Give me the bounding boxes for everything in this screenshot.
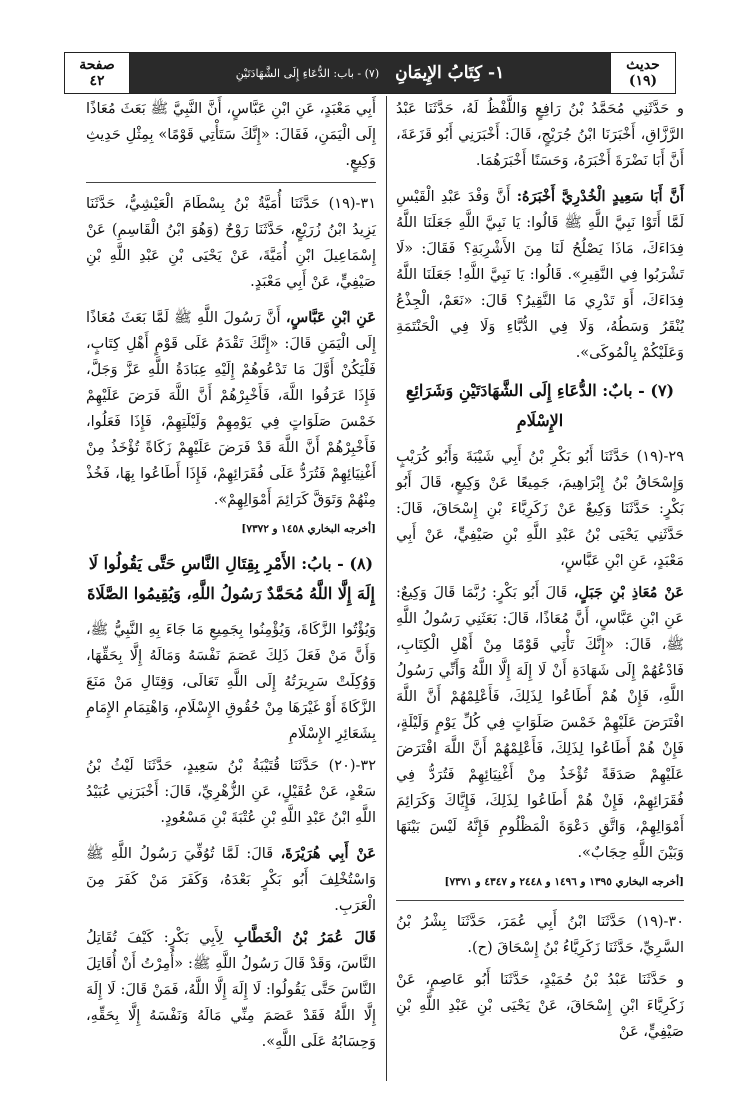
hadith-text: قَالَ: لَمَّا تُوُفِّيَ رَسُولُ اللَّهِ ﷺ وَاسْتُخْلِفَ أَبُو بَكْرٍ بَعْدَهُ، وَكَفَرَ مَنْ كَفَرَ مِنَ الْعَرَبِ.	[86, 846, 376, 914]
left-column	[86, 96, 376, 1081]
hadith-paragraph	[396, 184, 684, 366]
column-divider	[386, 96, 387, 1081]
divider	[86, 182, 376, 183]
narrator-lead: عَنْ مُعَاذِ بْنِ جَبَلٍ،	[573, 584, 685, 601]
narrator-lead: عَنِ ابْنِ عَبَّاسٍ،	[285, 309, 376, 326]
hadith-paragraph: أَبِي مَعْبَدٍ، عَنِ ابْنِ عَبَّاسٍ، أَنَّ النَّبِيَّ ﷺ بَعَثَ مُعَاذًا إِلَى الْيَمَنِ، فَقَالَ: «إِنَّكَ سَتَأْتِي قَوْمًا» بِمِثْلِ حَدِيثِ وَكِيعٍ.	[86, 101, 376, 169]
hadith-text: لِأَبِي بَكْرٍ: كَيْفَ تُقَاتِلُ النَّاسَ، وَقَدْ قَالَ رَسُولُ اللَّهِ ﷺ: «أُمِرْتُ أَنْ أُقَاتِلَ النَّاسَ حَتَّى يَقُولُوا: لَا إِلَهَ إِلَّا اللَّهُ، فَمَنْ قَالَ: لَا إِلَهَ إِلَّا اللَّهُ فَقَدْ عَصَمَ مِنِّي مَالَهُ وَنَفْسَهُ إِلَّا بِحَقِّهِ، وَحِسَابُهُ عَلَى اللَّهِ».	[86, 930, 376, 1050]
hadith-label: حديث	[626, 57, 660, 73]
reference-note: [أخرجه البخاري ١٣٩٥ و ١٤٩٦ و ٢٤٤٨ و ٤٣٤٧ و ٧٣٧١]	[444, 876, 684, 888]
narrator-lead: أَنَّ أَبَا سَعِيدٍ الْخُدْرِيَّ أَخْبَرَهُ:	[516, 188, 684, 205]
hadith-number: (١٩)	[628, 73, 658, 89]
page-number: ٤٢	[89, 73, 105, 89]
right-column	[396, 96, 684, 1081]
hadith-text: أَنَّ وَفْدَ عَبْدِ الْقَيْسِ لَمَّا أَتَوْا نَبِيَّ اللَّهِ ﷺ قَالُوا: يَا نَبِيَّ اللَّهِ جَعَلَنَا اللَّهُ فِدَاءَكَ، مَاذَا يَصْلُحُ لَنَا مِنَ الأَشْرِبَةِ؟ فَقَالَ: «لَا تَشْرَبُوا فِي النَّقِيرِ». قَالُوا: يَا نَبِيَّ اللَّهِ! جَعَلَنَا اللَّهُ فِدَاءَكَ، أَوَ تَدْرِي مَا النَّقِيرُ؟ قَالَ: «نَعَمْ، الْجِذْعُ يُنْقَرُ وَسَطُهُ، وَلَا فِي الدُّبَّاءِ وَلَا فِي الْحَنْتَمَةِ وَعَلَيْكُمْ بِالْمُوكَى».	[396, 189, 684, 361]
hadith-text: قَالَ أَبُو بَكْرٍ: رُبَّمَا قَالَ وَكِيعٌ: عَنِ ابْنِ عَبَّاسٍ، أَنَّ مُعَاذًا، قَالَ: بَعَثَنِي رَسُولُ اللَّهِ ﷺ، قَالَ: «إِنَّكَ تَأْتِي قَوْمًا مِنْ أَهْلِ الْكِتَابِ، فَادْعُهُمْ إِلَى شَهَادَةِ أَنْ لَا إِلَهَ إِلَّا اللَّهُ وَأَنِّي رَسُولُ اللَّهِ، فَإِنْ هُمْ أَطَاعُوا لِذَلِكَ، فَأَعْلِمْهُمْ أَنَّ اللَّهَ افْتَرَضَ عَلَيْهِمْ خَمْسَ صَلَوَاتٍ فِي كُلِّ يَوْمٍ وَلَيْلَةٍ، فَإِنْ هُمْ أَطَاعُوا لِذَلِكَ، فَأَعْلِمْهُمْ أَنَّ اللَّهَ افْتَرَضَ عَلَيْهِمْ صَدَقَةً تُؤْخَذُ مِنْ أَغْنِيَائِهِمْ فَتُرَدُّ فِي فُقَرَائِهِمْ، فَإِنْ هُمْ أَطَاعُوا لِذَلِكَ، فَإِيَّاكَ وَكَرَائِمَ أَمْوَالِهِمْ، وَاتَّقِ دَعْوَةَ الْمَظْلُومِ فَإِنَّهُ لَيْسَ بَيْنَهَا وَبَيْنَ اللَّهِ حِجَابٌ».	[396, 585, 684, 861]
reference-note: [أخرجه البخاري ١٤٥٨ و ٧٣٧٢]	[241, 523, 376, 535]
hadith-paragraph: ٣٠-(١٩) حَدَّثَنَا ابْنُ أَبِي عُمَرَ، حَدَّثَنَا بِشْرُ بْنُ السَّرِيِّ، حَدَّثَنَا زَكَرِيَّاءُ بْنُ إِسْحَاقَ (ح).	[396, 914, 684, 956]
page-header	[64, 52, 676, 94]
divider	[396, 900, 684, 901]
narrator-lead: قَالَ عُمَرُ بْنُ الْخَطَّابِ	[233, 929, 376, 946]
chapter-heading: (٨) - بابُ: الأَمْرِ بِقِتَالِ النَّاسِ حَتَّى يَقُولُوا لَا إِلَهَ إِلَّا اللَّهُ مُحَمَّدٌ رَسُولُ اللَّهِ، وَيُقِيمُوا الصَّلَاةَ	[87, 554, 375, 603]
hadith-paragraph	[396, 580, 684, 866]
hadith-paragraph: و حَدَّثَنَا عَبْدُ بْنُ حُمَيْدٍ، حَدَّثَنَا أَبُو عَاصِمٍ، عَنْ زَكَرِيَّاءَ ابْنِ إِسْحَاقَ، عَنْ يَحْيَى بْنِ عَبْدِ اللَّهِ بْنِ صَيْفِيٍّ، عَنْ	[396, 972, 684, 1040]
chapter-title: (٧) - باب: الدُّعَاءِ إِلَى الشَّهَادَتَيْنِ	[235, 66, 380, 80]
hadith-paragraph	[86, 841, 376, 919]
hadith-paragraph: ٢٩-(١٩) حَدَّثَنَا أَبُو بَكْرِ بْنُ أَبِي شَيْبَةَ وَأَبُو كُرَيْبٍ وَإِسْحَاقُ بْنُ إِبْرَاهِيمَ، جَمِيعًا عَنْ وَكِيعٍ، قَالَ أَبُو بَكْرٍ: حَدَّثَنَا وَكِيعٌ عَنْ زَكَرِيَّاءَ بْنِ إِسْحَاقَ، قَالَ: حَدَّثَنِي يَحْيَى بْنُ عَبْدِ اللَّهِ بْنِ صَيْفِيٍّ، عَنْ أَبِي مَعْبَدٍ، عَنِ ابْنِ عَبَّاسٍ،	[396, 449, 684, 569]
hadith-paragraph: و حَدَّثَنِي مُحَمَّدُ بْنُ رَافِعٍ وَاللَّفْظُ لَهُ، حَدَّثَنَا عَبْدُ الرَّزَّاقِ، أَخْبَرَنَا ابْنُ جُرَيْجٍ، قَالَ: أَخْبَرَنِي أَبُو قَزَعَةَ، أَنَّ أَبَا نَضْرَةَ أَخْبَرَهُ، وَحَسَنًا أَخْبَرَهُمَا.	[396, 101, 684, 169]
hadith-paragraph: ٣١-(١٩) حَدَّثَنَا أُمَيَّةُ بْنُ بِسْطَامَ الْعَيْشِيُّ، حَدَّثَنَا يَزِيدُ ابْنُ زُرَيْعٍ، حَدَّثَنَا رَوْحٌ (وَهُوَ ابْنُ الْقَاسِمِ) عَنْ إِسْمَاعِيلَ ابْنِ أُمَيَّةَ، عَنْ يَحْيَى بْنِ عَبْدِ اللَّهِ بْنِ صَيْفِيٍّ، عَنْ أَبِي مَعْبَدٍ.	[86, 196, 376, 290]
hadith-paragraph	[86, 305, 376, 513]
hadith-text: أَنَّ رَسُولَ اللَّهِ ﷺ لَمَّا بَعَثَ مُعَاذًا إِلَى الْيَمَنِ قَالَ: «إِنَّكَ تَقْدَمُ عَلَى قَوْمٍ أَهْلِ كِتَابٍ، فَلْيَكُنْ أَوَّلَ مَا تَدْعُوهُمْ إِلَيْهِ عِبَادَةُ اللَّهِ عَزَّ وَجَلَّ، فَإِذَا عَرَفُوا اللَّهَ، فَأَخْبِرْهُمْ أَنَّ اللَّهَ فَرَضَ عَلَيْهِمْ خَمْسَ صَلَوَاتٍ فِي يَوْمِهِمْ وَلَيْلَتِهِمْ، فَإِذَا فَعَلُوا، فَأَخْبِرْهُمْ أَنَّ اللَّهَ قَدْ فَرَضَ عَلَيْهِمْ زَكَاةً تُؤْخَذُ مِنْ أَغْنِيَائِهِمْ فَتُرَدُّ عَلَى فُقَرَائِهِمْ، فَإِذَا أَطَاعُوا بِهَا، فَخُذْ مِنْهُمْ وَتَوَقَّ كَرَائِمَ أَمْوَالِهِمْ».	[86, 310, 376, 508]
hadith-number-box	[611, 53, 675, 93]
header-title-bar	[129, 53, 611, 93]
book-title: ١- كِتَابُ الإِيمَانِ	[395, 63, 505, 83]
page-number-box	[65, 53, 129, 93]
narrator-lead: عَنْ أَبِي هُرَيْرَةَ،	[280, 845, 377, 862]
chapter-description: وَيُؤْتُوا الزَّكَاةَ، وَيُؤْمِنُوا بِجَمِيعِ مَا جَاءَ بِهِ النَّبِيُّ ﷺ، وَأَنَّ مَنْ فَعَلَ ذَلِكَ عَصَمَ نَفْسَهُ وَمَالَهُ إِلَّا بِحَقِّهَا، وَوُكِلَتْ سَرِيرَتُهُ إِلَى اللَّهِ تَعَالَى، وَقِتَالِ مَنْ مَنَعَ الزَّكَاةَ أَوْ غَيْرَهَا مِنْ حُقُوقِ الإِسْلَامِ، وَاهْتِمَامِ الإِمَامِ بِشَعَائِرِ الإِسْلَامِ	[86, 622, 376, 742]
hadith-paragraph	[86, 925, 376, 1055]
hadith-paragraph: ٣٢-(٢٠) حَدَّثَنَا قُتَيْبَةُ بْنُ سَعِيدٍ، حَدَّثَنَا لَيْثُ بْنُ سَعْدٍ، عَنْ عُقَيْلٍ، عَنِ الزُّهْرِيِّ، قَالَ: أَخْبَرَنِي عُبَيْدُ اللَّهِ ابْنُ عَبْدِ اللَّهِ بْنِ عُتْبَةَ بْنِ مَسْعُودٍ.	[86, 758, 376, 826]
page-label: صفحة	[79, 57, 115, 73]
chapter-heading: (٧) - بابٌ: الدُّعَاءِ إِلَى الشَّهَادَتَيْنِ وَشَرَائِعِ الإِسْلَامِ	[405, 381, 675, 430]
